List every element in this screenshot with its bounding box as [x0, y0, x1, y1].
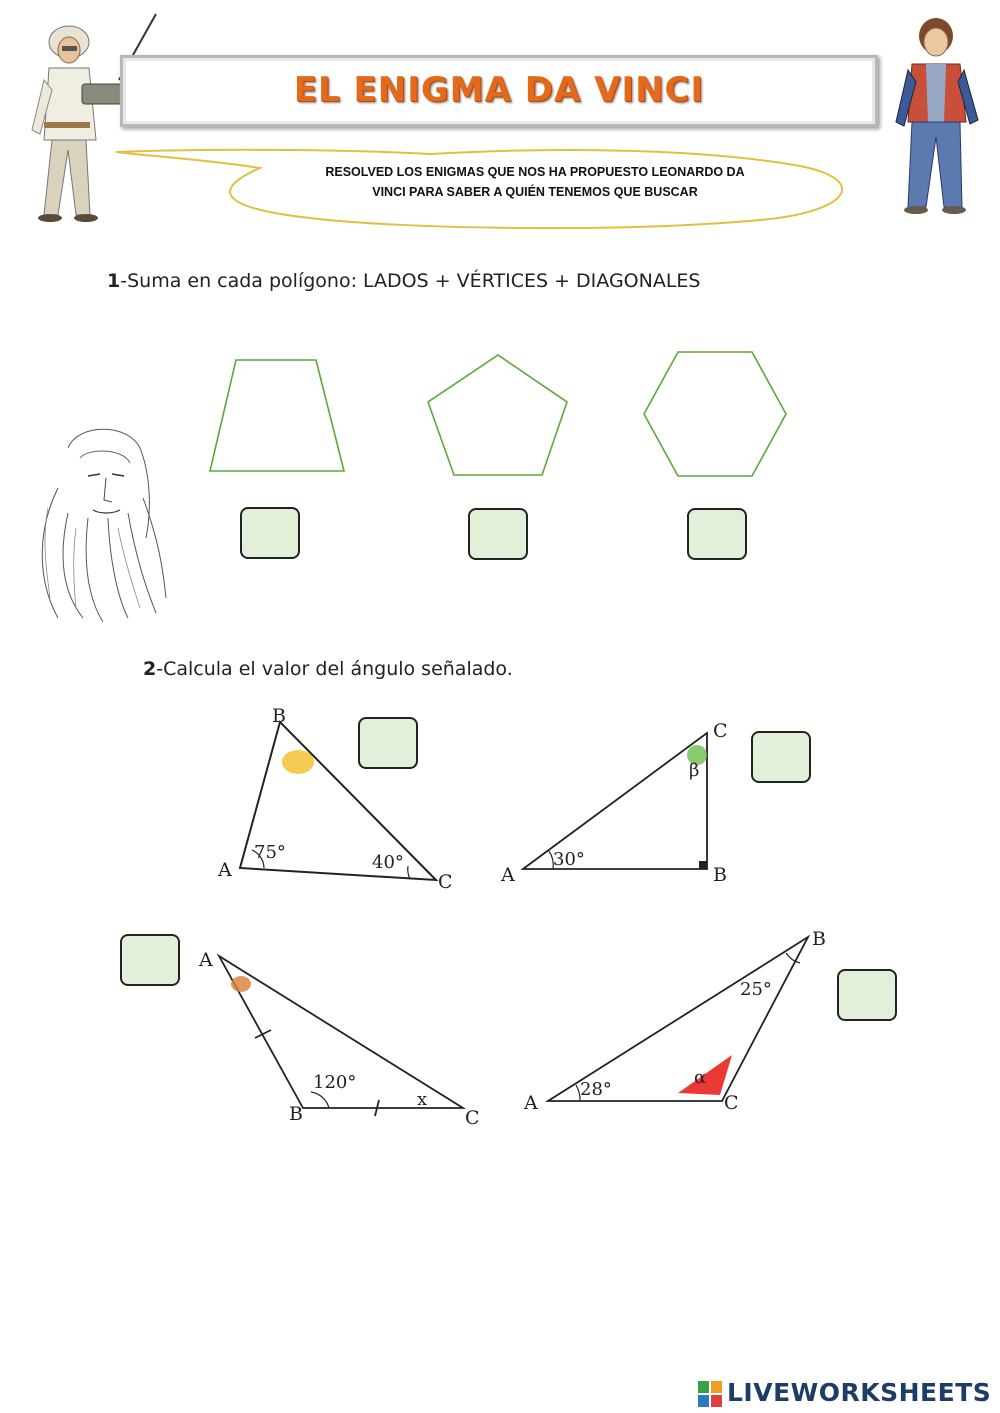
question-2 — [143, 658, 513, 680]
hexagon-shape — [644, 352, 786, 476]
answer-box-triangle-3[interactable] — [120, 934, 180, 986]
triangle-4-vertex-a: A — [524, 1092, 538, 1114]
boy-illustration — [888, 12, 988, 217]
triangle-1-vertex-b: B — [272, 705, 286, 727]
triangle-1-angle-c: 40° — [372, 852, 404, 873]
triangle-4-vertex-b: B — [812, 928, 826, 950]
triangle-4-vertex-c: C — [724, 1092, 739, 1114]
triangle-3-angle-b: 120° — [313, 1072, 357, 1093]
instructions-line-2: VINCI PARA SABER A QUIÉN TENEMOS QUE BUSCAR — [372, 185, 698, 199]
triangle-4 — [520, 925, 840, 1120]
triangle-2-vertex-a: A — [501, 864, 515, 886]
trapezoid-shape — [210, 360, 344, 471]
answer-box-triangle-1[interactable] — [358, 717, 418, 769]
question-2-number: 2 — [143, 658, 157, 680]
triangle-2-vertex-b: B — [713, 864, 727, 886]
worksheet-title: EL ENIGMA DA VINCI — [293, 70, 705, 110]
triangle-1-vertex-a: A — [218, 859, 232, 881]
triangle-3-marked-label: x — [417, 1089, 428, 1110]
footer-brand-text: LIVEWORKSHEETS — [727, 1378, 992, 1407]
title-banner — [120, 55, 878, 127]
triangle-3-vertex-c: C — [465, 1107, 480, 1129]
triangle-4-angle-b: 25° — [740, 979, 772, 1000]
question-2-text: -Calcula el valor del ángulo señalado. — [156, 658, 513, 680]
answer-box-pentagon[interactable] — [468, 508, 528, 560]
triangle-4-angle-a: 28° — [580, 1079, 612, 1100]
liveworksheets-logo-icon — [697, 1380, 725, 1410]
instructions-text — [300, 162, 770, 202]
triangle-1-vertex-c: C — [438, 871, 453, 893]
triangle-2-vertex-c: C — [713, 720, 728, 742]
triangle-2-angle-a: 30° — [553, 849, 585, 870]
answer-box-triangle-2[interactable] — [751, 731, 811, 783]
instructions-line-1: RESOLVED LOS ENIGMAS QUE NOS HA PROPUESTO LEONARDO DA — [325, 165, 745, 179]
triangle-3-vertex-b: B — [289, 1103, 303, 1125]
pentagon-shape — [428, 355, 567, 475]
triangle-3-marked-angle — [231, 976, 251, 992]
leonardo-portrait — [28, 418, 168, 623]
answer-box-hexagon[interactable] — [687, 508, 747, 560]
triangle-1-marked-angle — [282, 750, 314, 774]
triangle-1-angle-a: 75° — [254, 842, 286, 863]
triangle-2-marked-label: β — [689, 760, 700, 781]
answer-box-triangle-4[interactable] — [837, 969, 897, 1021]
triangle-2 — [495, 715, 745, 890]
triangle-4-marked-label: α — [694, 1067, 707, 1088]
question-1-text: -Suma en cada polígono: LADOS + VÉRTICES + DIAGONALES — [120, 270, 701, 292]
question-1-number: 1 — [107, 270, 121, 292]
answer-box-trapezoid[interactable] — [240, 507, 300, 559]
question-1 — [107, 270, 701, 292]
triangle-3-vertex-a: A — [199, 949, 213, 971]
triangle-1 — [210, 700, 470, 900]
triangle-3 — [195, 940, 490, 1130]
polygons-row — [200, 345, 800, 485]
